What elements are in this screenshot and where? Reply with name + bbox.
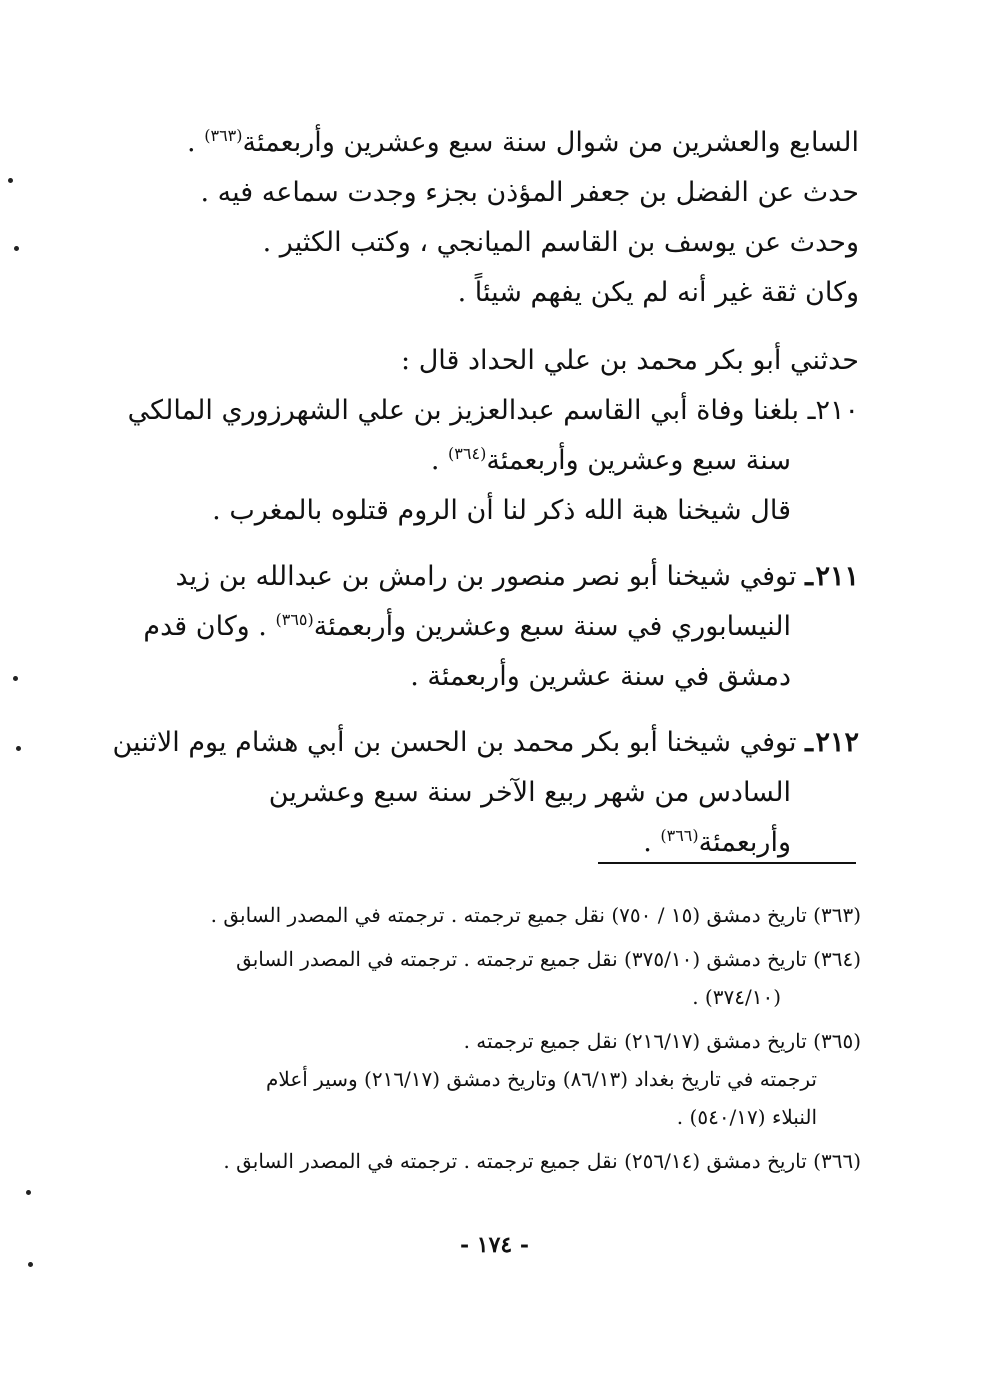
text-line-end: .	[187, 127, 205, 158]
footnote-line: ترجمته في تاريخ بغداد (٨٦/١٣) وتاريخ دمشق (٢١٦/١٧) وسير أعلام	[266, 1067, 817, 1091]
scan-speck	[28, 1262, 33, 1267]
text-line: وكان ثقة غير أنه لم يكن يفهم شيئاً .	[457, 277, 859, 308]
entry-first-line	[112, 718, 859, 768]
footnote-363	[161, 896, 861, 934]
scan-speck	[14, 246, 19, 251]
text-line: حدث عن الفضل بن جعفر المؤذن بجزء وجدت سماعه فيه .	[200, 177, 859, 208]
entry-line	[149, 818, 859, 868]
footnote-line: النبلاء (٥٤٠/١٧) .	[676, 1105, 817, 1129]
text-line-content: السابع والعشرين من شوال سنة سبع وعشرين وأربعمئة	[242, 127, 859, 158]
entry-line	[143, 602, 859, 652]
footnote-ref[interactable]: (٣٦٦)	[660, 826, 699, 845]
footnote-line: (٣٦٥) تاريخ دمشق (٢١٦/١٧) نقل جميع ترجمته .	[463, 1029, 861, 1053]
entry-first-line	[149, 552, 859, 602]
entry-211	[143, 552, 859, 702]
entry-210	[127, 386, 859, 536]
entry-text-end: .	[643, 827, 661, 858]
footnote-364	[161, 940, 861, 1016]
scan-speck	[16, 746, 21, 751]
entry-text-end: .	[430, 445, 449, 476]
text-line	[149, 118, 859, 168]
footnote-ref[interactable]: (٣٦٥)	[275, 610, 314, 629]
footnote-line: (٣٦٦) تاريخ دمشق (٢٥٦/١٤) نقل جميع ترجمته . ترجمته في المصدر السابق .	[223, 1149, 861, 1173]
page-number: - ١٧٤ -	[459, 1232, 530, 1258]
entry-212	[112, 718, 859, 868]
entry-text: . وكان قدم	[143, 611, 267, 642]
footnote-ref[interactable]: (٣٦٤)	[448, 444, 487, 463]
footnote-line: (٣٧٤/١٠) .	[692, 985, 781, 1009]
entry-text: توفي شيخنا أبو بكر محمد بن الحسن بن أبي هشام يوم الاثنين	[112, 727, 797, 758]
entry-line: دمشق في سنة عشرين وأربعمئة .	[410, 661, 791, 692]
entry-line: السادس من شهر ربيع الآخر سنة سبع وعشرين	[268, 777, 791, 808]
entry-line	[149, 436, 859, 486]
paragraph-gap	[149, 318, 859, 336]
main-text	[112, 118, 859, 868]
intro-line: حدثني أبو بكر محمد بن علي الحداد قال :	[401, 345, 859, 376]
scan-speck	[26, 1190, 31, 1195]
entry-dash: ـ	[805, 561, 813, 592]
footnote-line: (٣٦٤) تاريخ دمشق (٣٧٥/١٠) نقل جميع ترجمته . ترجمته في المصدر السابق	[236, 947, 861, 971]
footnote-ref[interactable]: (٣٦٣)	[204, 126, 243, 145]
entry-line: قال شيخنا هبة الله ذكر لنا أن الروم قتلوه بالمغرب .	[212, 495, 791, 526]
entry-text: بلغنا وفاة أبي القاسم عبدالعزيز بن علي الشهرزوري المالكي	[127, 395, 799, 426]
entry-text: النيسابوري في سنة سبع وعشرين وأربعمئة	[313, 611, 791, 642]
scan-speck	[13, 676, 18, 681]
footnote-line: (٣٦٣) تاريخ دمشق (١٥ / ٧٥٠) نقل جميع ترجمته . ترجمته في المصدر السابق .	[210, 903, 861, 927]
footnotes	[161, 896, 861, 1180]
entry-dash: ـ	[807, 395, 816, 426]
text-line: وحدث عن يوسف بن القاسم الميانجي ، وكتب الكثير .	[262, 227, 859, 258]
entry-number: ٢١٠	[815, 395, 859, 426]
scan-speck	[8, 178, 13, 183]
footnote-365	[161, 1022, 861, 1136]
entry-number: ٢١١	[815, 561, 859, 592]
entry-number: ٢١٢	[815, 727, 859, 758]
entry-first-line	[127, 386, 859, 436]
entry-dash: ـ	[805, 727, 813, 758]
entry-text: وأربعمئة	[698, 827, 791, 858]
footnote-separator	[598, 862, 856, 864]
footnote-366	[161, 1142, 861, 1180]
entry-text: سنة سبع وعشرين وأربعمئة	[486, 445, 791, 476]
entry-text: توفي شيخنا أبو نصر منصور بن رامش بن عبدالله بن زيد	[175, 561, 797, 592]
